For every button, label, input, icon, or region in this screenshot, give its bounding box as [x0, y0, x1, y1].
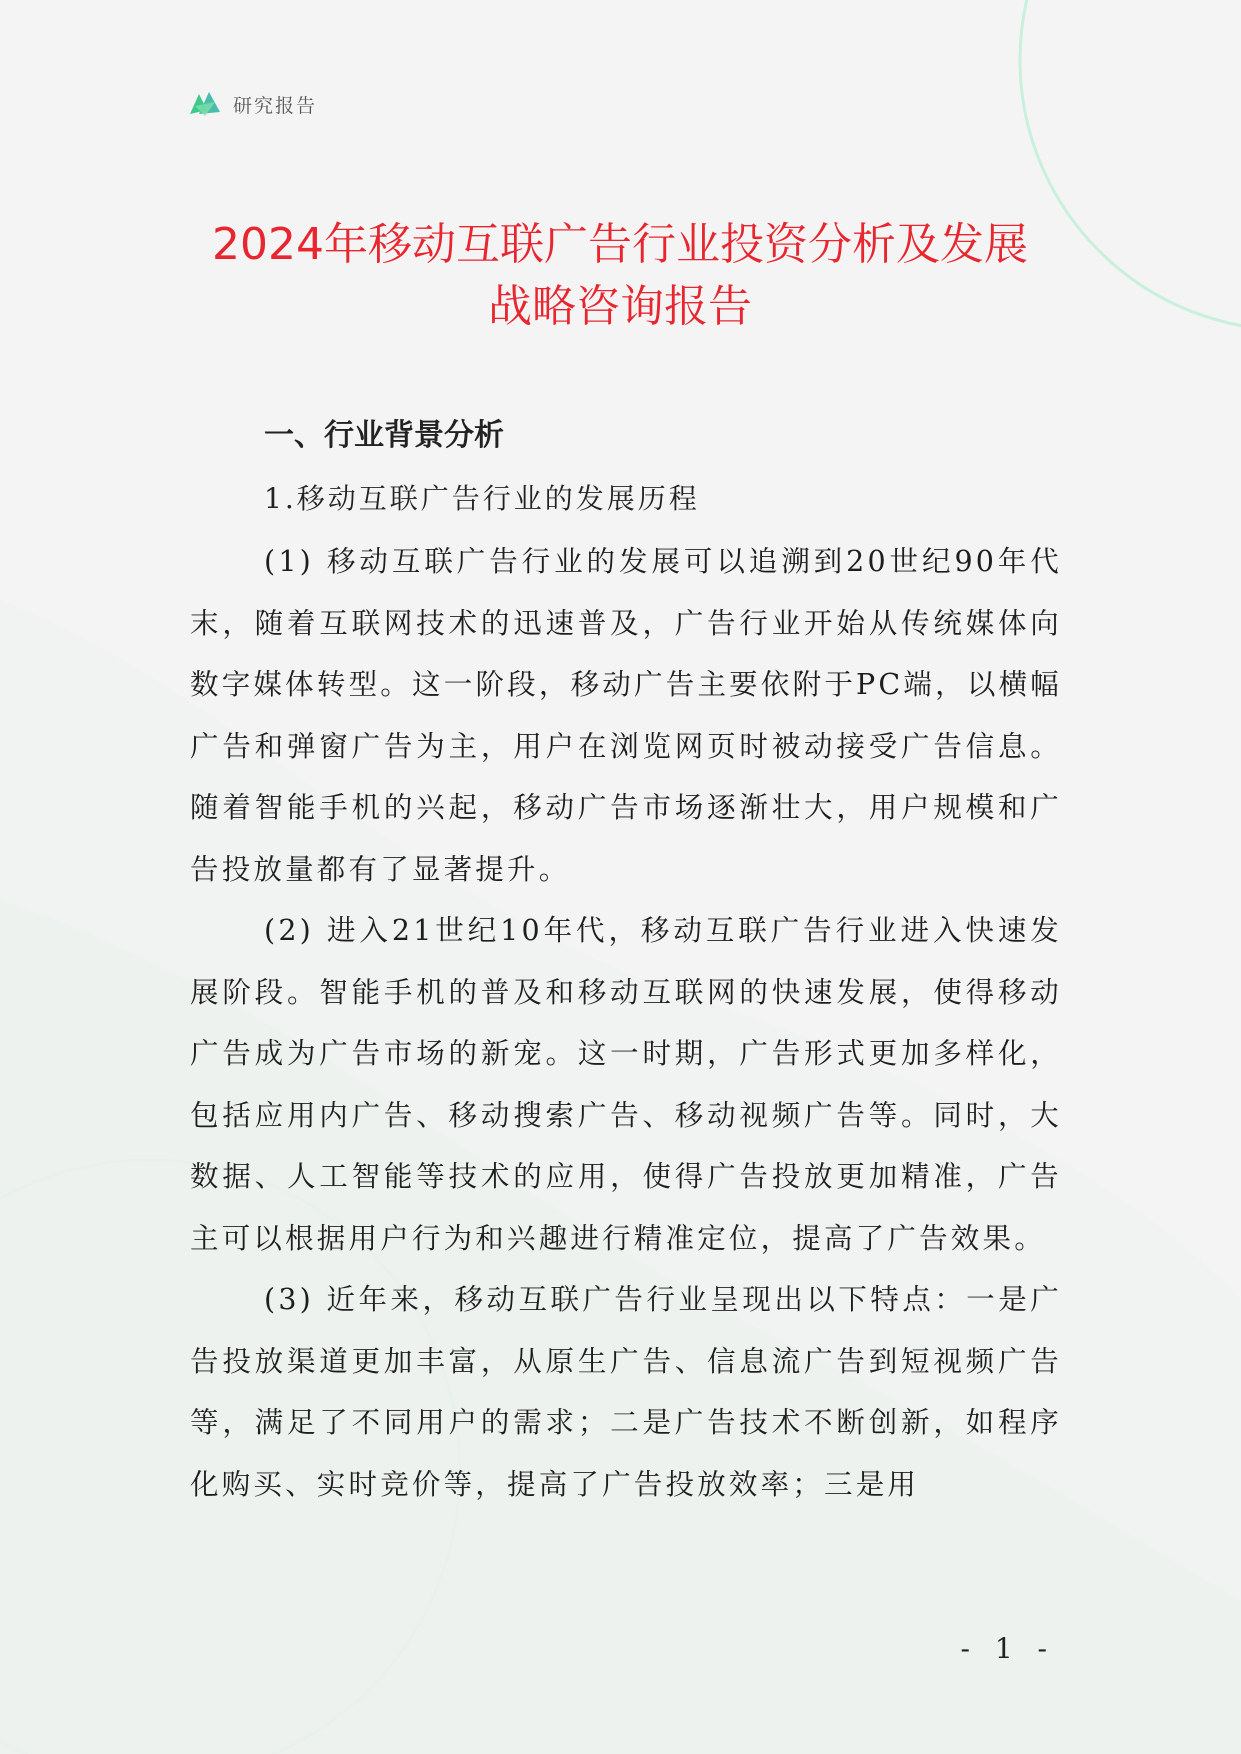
document-body	[190, 413, 1062, 1515]
header-label: 研究报告	[233, 94, 318, 117]
page-number: - 1 -	[960, 1632, 1055, 1665]
section-heading: 一、行业背景分析	[264, 418, 504, 453]
paragraph: (2) 进入21世纪10年代，移动互联广告行业进入快速发展阶段。智能手机的普及和移动互联网的快速发展，使得移动广告成为广告市场的新宠。这一时期，广告形式更加多样化，包括应用内广告、移动搜索广告、移动视频广告等。同时，大数据、人工智能等技术的应用，使得广告投放更加精准，广告主可以根据用户行为和兴趣进行精准定位，提高了广告效果。	[190, 914, 1062, 1255]
paragraph: (3) 近年来，移动互联广告行业呈现出以下特点：一是广告投放渠道更加丰富，从原生广告、信息流广告到短视频广告等，满足了不同用户的需求；二是广告技术不断创新，如程序化购买、实时竞价等，提高了广告投放效率；三是用	[190, 1283, 1062, 1501]
title-line-2: 战略咨询报告	[488, 281, 752, 332]
document-title	[150, 214, 1090, 338]
title-line-1: 2024年移动互联广告行业投资分析及发展	[212, 219, 1028, 270]
brand-leaf-logo-icon	[187, 88, 223, 120]
section-subheading: 1.移动互联广告行业的发展历程	[264, 482, 700, 515]
report-header	[187, 88, 317, 120]
paragraph: (1) 移动互联广告行业的发展可以追溯到20世纪90年代末，随着互联网技术的迅速普及，广告行业开始从传统媒体向数字媒体转型。这一阶段，移动广告主要依附于PC端，以横幅广告和弹窗广告为主，用户在浏览网页时被动接受广告信息。随着智能手机的兴起，移动广告市场逐渐壮大，用户规模和广告投放量都有了显著提升。	[190, 545, 1062, 886]
